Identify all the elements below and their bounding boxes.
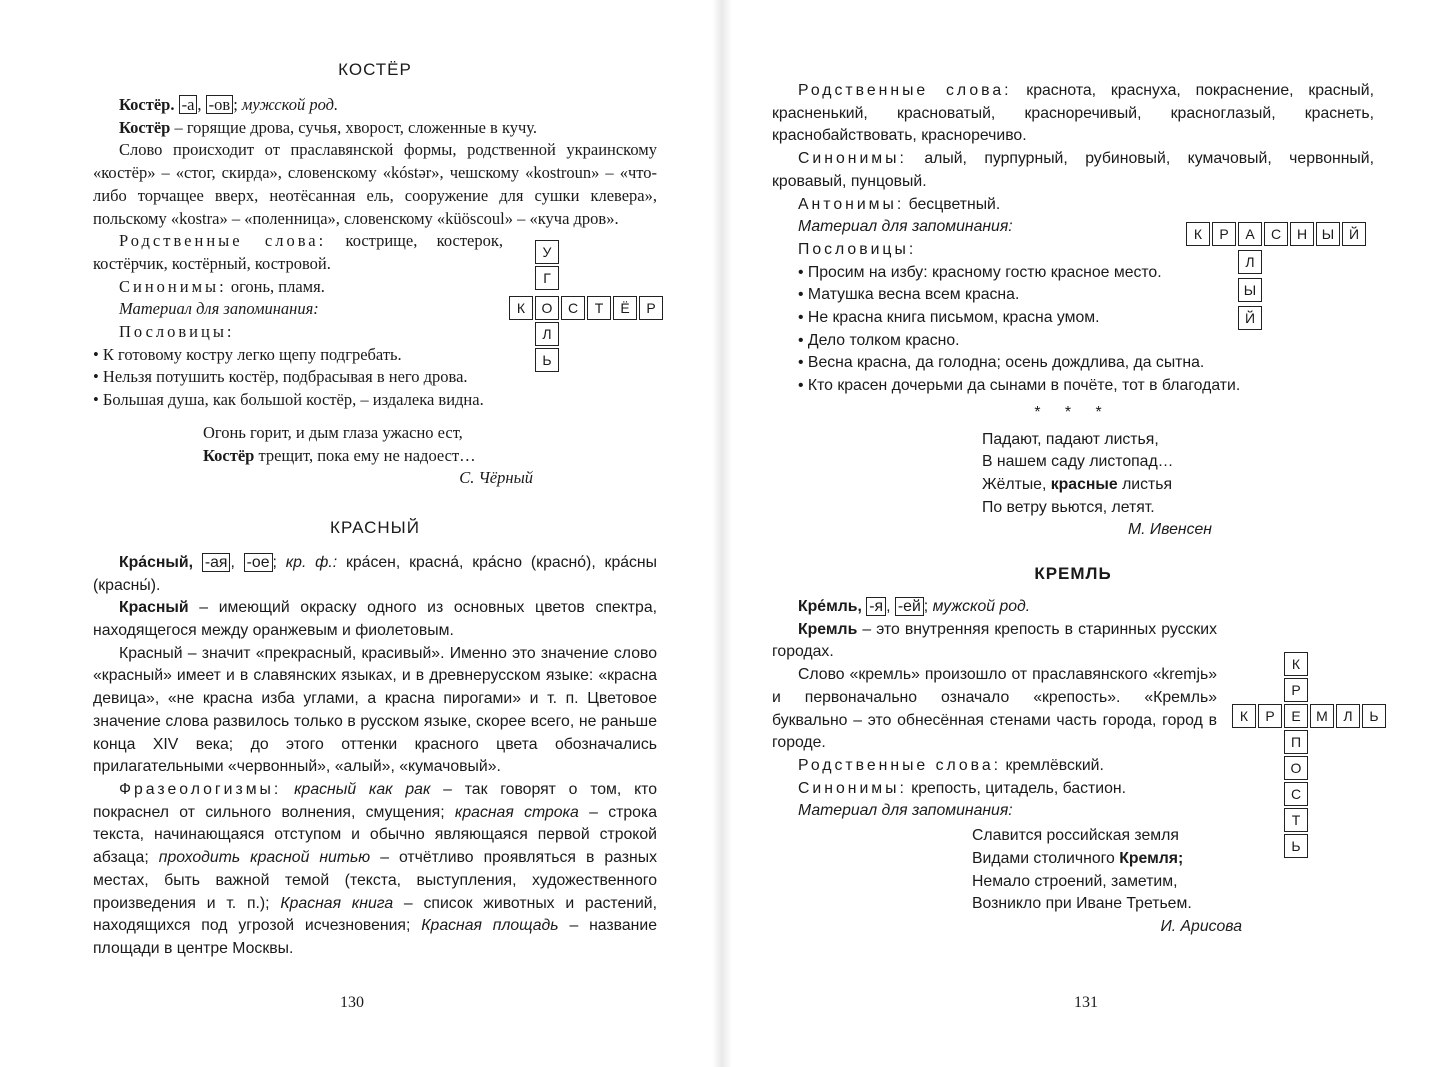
krasny-ending-1: -ая <box>202 553 231 572</box>
krasny-poem-line-3 <box>982 474 1212 497</box>
krasny-related <box>772 80 1374 148</box>
stars-separator: * * * <box>1034 403 1112 421</box>
kreml-poem-line-1: Славится российская земля <box>972 827 1179 845</box>
krasny-proverb-6: • Кто красен дочерьми да сынами в почёте, тот в благодати. <box>798 377 1241 395</box>
krasny-headword: Кра́сный, <box>119 553 193 571</box>
krasny-short-form-label: кр. ф.: <box>285 553 338 571</box>
kreml-ending-1: -я <box>866 597 886 616</box>
krasny-synonyms-text: алый, пурпурный, рубиновый, кумачовый, червонный, кровавый, пунцовый. <box>772 150 1374 190</box>
krasny-related-text: краснота, краснуха, покраснение, красный, красненький, красноватый, красноречивый, красноглазый, краснеть, краснобайствовать, красноречиво. <box>772 82 1375 145</box>
kreml-headword: Кре́мль, <box>798 598 862 616</box>
page-number-right: 131 <box>1074 994 1098 1011</box>
crossword-cell: Л <box>1336 704 1360 728</box>
crossword-cell: Ё <box>613 296 637 320</box>
crossword-cell: Й <box>1342 222 1366 246</box>
crossword-cell: Р <box>1212 222 1236 246</box>
crossword-cell: С <box>1264 222 1288 246</box>
crossword-cell: Ь <box>1362 704 1386 728</box>
page-number-left: 130 <box>340 994 364 1011</box>
koster-headword: Костёр. <box>119 95 175 114</box>
koster-poem-rest: трещит, пока ему не надоест… <box>254 445 476 465</box>
krasny-ending-2: -ое <box>244 553 273 572</box>
kreml-poem-line-2 <box>972 848 1242 871</box>
koster-poem-bold: Костёр <box>203 445 255 465</box>
krasny-antonyms-text: бесцветный. <box>904 195 1001 213</box>
krasny-poem-l3a: Жёлтые, <box>982 475 1051 493</box>
crossword-cell: Й <box>1238 306 1262 330</box>
kreml-related-label: Родственные слова: <box>798 756 1002 774</box>
koster-synonyms-label: Синонимы: <box>119 276 227 296</box>
kreml-origin: Слово «кремль» произошло от праславянского «kremjь» и первоначально означало «крепость». «Кремль» буквально – это обнесённая стенами часть города, город в городе. <box>772 666 1217 752</box>
left-column <box>93 60 657 961</box>
crossword-cell: К <box>1186 222 1210 246</box>
krasny-poem-line-4: По ветру вьются, летят. <box>982 498 1155 516</box>
heading-kreml: КРЕМЛЬ <box>1034 564 1112 584</box>
koster-synonyms <box>93 276 503 299</box>
krasny-entry: Кра́сный, -ая , -ое ; кр. ф.: кра́сен, красна́, кра́сно (красно́), кра́сны (красны́). <box>93 553 657 594</box>
krasny-def-text: – имеющий окраску одного из основных цветов спектра, находящегося между оранжевым и фиолетовым. <box>93 599 657 640</box>
krasny-definition <box>93 597 657 642</box>
krasny-proverbs-label: Пословицы: <box>798 240 917 258</box>
koster-origin: Слово происходит от праславянской формы, родственной украинскому «костёр» – «стог, скирда», словенскому «kóstər», чешскому «kostroun» – «что-либо торчащее вверх, неотёсанная ель, сооружение для сушки клевера», польскому «kostra» – «поленница», словенскому «küöscoul» – «куча дров». <box>93 140 657 228</box>
heading-krasny: КРАСНЫЙ <box>330 517 420 537</box>
krasny-proverb-5: • Весна красна, да голодна; осень дождлива, да сытна. <box>798 354 1205 372</box>
krasny-material: Материал для запоминания: <box>798 218 1013 236</box>
crossword-cell: Л <box>1238 250 1262 274</box>
kreml-def-text: – это внутренняя крепость в старинных русских городах. <box>772 620 1217 661</box>
koster-entry: Костёр. -а , -ов ; мужской род. <box>119 95 339 114</box>
right-page <box>722 0 1445 1067</box>
kreml-synonyms-label: Синонимы: <box>798 779 907 797</box>
crossword-cell: Г <box>535 266 559 290</box>
krasny-poem-bold: красные <box>1050 475 1118 493</box>
crossword-cell: К <box>509 296 533 320</box>
krasny-material-block <box>772 216 1172 284</box>
phraseo-1: красный как рак <box>281 780 431 798</box>
kreml-synonyms-text: крепость, цитадель, бастион. <box>906 779 1127 797</box>
kreml-material: Материал для запоминания: <box>798 802 1013 820</box>
phraseo-5-text: – название площади в центре Москвы. <box>93 917 657 957</box>
crossword-cell: Р <box>639 296 663 320</box>
koster-ending-2: -ов <box>206 95 234 114</box>
kreml-related-text: кремлёвский. <box>1001 756 1104 774</box>
kreml-gender: мужской род. <box>932 598 1031 616</box>
krasny-section <box>93 552 657 961</box>
krasny-poem-l3b: листья <box>1117 475 1173 493</box>
kreml-definition <box>772 619 1217 664</box>
phraseo-4: Красная книга <box>269 894 394 912</box>
crossword-cell: К <box>1232 704 1256 728</box>
kreml-ending-2: -ей <box>895 597 924 616</box>
krasny-poem-line-2: В нашем саду листопад… <box>982 453 1174 471</box>
krasny-synonyms-label: Синонимы: <box>798 150 907 168</box>
koster-definition <box>93 117 657 140</box>
crossword-cell: У <box>535 240 559 264</box>
krasny-short-forms: кра́сен, красна́, кра́сно (красно́), кра́сны (красны́). <box>93 553 657 594</box>
krasny-proverb-3: • Не красна книга письмом, красна умом. <box>798 309 1100 327</box>
crossword-cell: Р <box>1284 678 1308 702</box>
koster-proverbs-label: Пословицы: <box>119 322 235 342</box>
crossword-cell: М <box>1310 704 1334 728</box>
crossword-cell: Ь <box>1284 834 1308 858</box>
kreml-poem-author: И. Арисова <box>1160 917 1242 935</box>
phraseo-2: красная строка <box>444 803 579 821</box>
koster-related-text: кострище, костерок, костёрчик, костёрный, костровой. <box>93 231 503 273</box>
koster-gender: мужской род. <box>241 95 339 114</box>
crossword-cell: Л <box>535 322 559 346</box>
crossword-cell: Ы <box>1316 222 1340 246</box>
koster-material: Материал для запоминания: <box>119 299 319 319</box>
crossword-cell: Ы <box>1238 278 1262 302</box>
krasny-poem-line-1: Падают, падают листья, <box>982 430 1159 448</box>
phraseo-5: Красная площадь <box>410 917 559 935</box>
koster-poem-author: С. Чёрный <box>459 468 533 488</box>
krasny-related-label: Родственные слова: <box>798 82 1012 99</box>
krasny-poem <box>772 429 1212 543</box>
krasny-antonyms <box>772 194 1374 217</box>
krasny-synonyms <box>772 148 1374 193</box>
crossword-cell: П <box>1284 730 1308 754</box>
kreml-poem-bold: Кремля; <box>1119 849 1184 867</box>
krasny-antonyms-label: Антонимы: <box>798 195 905 213</box>
koster-proverb-3: • Большая душа, как большой костёр, – издалека видна. <box>93 390 484 410</box>
koster-poem <box>93 422 533 490</box>
kreml-def-word: Кремль <box>798 620 858 638</box>
koster-related-label: Родственные слова: <box>119 231 327 251</box>
krasny-proverb-1: • Просим на избу: красному гостю красное место. <box>798 263 1162 281</box>
crossword-cell: Е <box>1284 704 1308 728</box>
krasny-proverb-2: • Матушка весна всем красна. <box>798 286 1020 304</box>
phraseo-3-text: – отчётливо проявляться в разных местах, быть важной темой (текста, выступления, художественного произведения и т. п.); <box>93 849 657 912</box>
krasny-phraseologisms <box>93 779 657 961</box>
crossword-cell: Т <box>1284 808 1308 832</box>
crossword-cell: О <box>535 296 559 320</box>
koster-proverb-1: • К готовому костру легко щепу подгребать. <box>93 344 402 364</box>
koster-proverb-2: • Нельзя потушить костёр, подбрасывая в него дрова. <box>93 367 468 387</box>
phraseo-4-text: – список животных и растений, находящихся под угрозой исчезновения; <box>93 894 658 935</box>
koster-def-text: – горящие дрова, сучья, хворост, сложенные в кучу. <box>170 117 538 137</box>
crossword-cell: А <box>1238 222 1262 246</box>
crossword-cell: С <box>1284 782 1308 806</box>
kreml-poem-l2a: Видами столичного <box>972 849 1120 867</box>
koster-def-word: Костёр <box>119 117 171 137</box>
phraseo-3: проходить красной нитью <box>148 849 371 867</box>
kreml-poem-line-4: Возникло при Иване Третьем. <box>972 895 1192 913</box>
krasny-poem-author: М. Ивенсен <box>1128 521 1212 539</box>
crossword-cell: Р <box>1258 704 1282 728</box>
crossword-cell: С <box>561 296 585 320</box>
phraseo-1-text: – так говорят о том, кто покраснел от сильного волнения, смущения; <box>93 780 657 821</box>
left-page <box>0 0 722 1067</box>
kreml-poem-line-3: Немало строений, заметим, <box>972 872 1178 890</box>
crossword-cell: Ь <box>535 348 559 372</box>
crossword-cell: Т <box>587 296 611 320</box>
krasny-def-word: Красный <box>119 599 189 617</box>
kreml-entry: Кре́мль, -я , -ей ; мужской род. <box>798 598 1031 616</box>
koster-poem-line-2 <box>203 445 533 468</box>
kreml-related <box>772 755 1217 778</box>
koster-related-block <box>93 230 503 344</box>
crossword-cell: О <box>1284 756 1308 780</box>
kreml-synonyms <box>772 778 1217 801</box>
heading-koster: КОСТЁР <box>338 60 412 79</box>
koster-related <box>93 230 503 275</box>
koster-poem-line-1: Огонь горит, и дым глаза ужасно ест, <box>203 422 463 442</box>
koster-ending-1: -а <box>179 95 198 114</box>
kreml-text-block <box>772 596 1217 823</box>
krasny-proverb-4: • Дело толком красно. <box>798 331 960 349</box>
krasny-meaning: Красный – значит «прекрасный, красивый». Именно это значение слово «красный» имеет и в славянских языках, и в древнерусском языке: «красна девица», «не красна изба углами, а красна пирогами» и т. п. Цветовое значение слова развилось только в русском языке, скорее всего, не раньше конца XIV века; до этого оттенки красного цвета обозначались прилагательными «червонный», «алый», «кумачовый». <box>93 644 657 776</box>
crossword-cell: К <box>1284 652 1308 676</box>
koster-synonyms-text: огонь, пламя. <box>226 276 325 296</box>
phraseo-label: Фразеологизмы: <box>119 780 282 798</box>
phraseo-2-text: – строка текста, начинающаяся отступом и обычно являющаяся первой строкой абзаца; <box>93 803 657 867</box>
kreml-poem <box>772 825 1242 939</box>
crossword-cell: Н <box>1290 222 1314 246</box>
